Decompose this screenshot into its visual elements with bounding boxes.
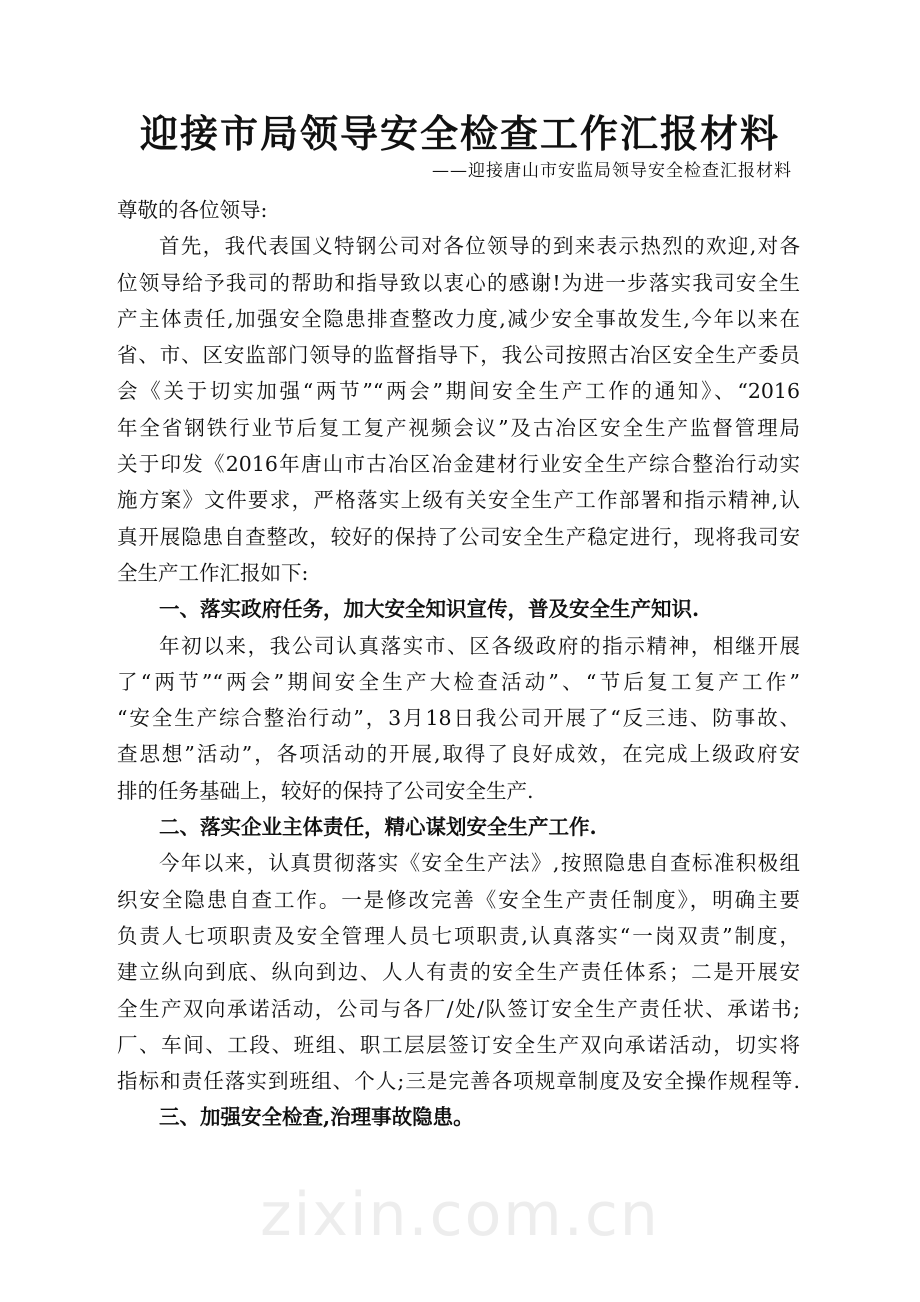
paragraph-line: 厂、车间、工段、班组、职工层层签订安全生产双向承诺活动，切实将 (117, 1032, 800, 1057)
paragraph-line: 指标和责任落实到班组、个人;三是完善各项规章制度及安全操作规程等. (117, 1069, 800, 1094)
document-body (117, 192, 800, 1136)
paragraph-line: 真开展隐患自查整改，较好的保持了公司安全生产稳定进行，现将我司安 (117, 524, 800, 549)
paragraph-line: “安全生产综合整治行动”，3月18日我公司开展了“反三违、防事故、 (117, 706, 800, 731)
salutation: 尊敬的各位领导: (117, 198, 268, 222)
paragraph-line: 排的任务基础上，较好的保持了公司安全生产. (117, 778, 534, 803)
paragraph-3 (117, 845, 800, 1099)
paragraph-2 (117, 628, 800, 809)
paragraph-line: 负责人七项职责及安全管理人员七项职责,认真落实“一岗双责”制度， (117, 923, 800, 948)
paragraph-line: 首先，我代表国义特钢公司对各位领导的到来表示热烈的欢迎,对各 (159, 234, 800, 259)
paragraph-line: 全生产工作汇报如下: (117, 560, 309, 585)
paragraph-line: 了“两节”“两会”期间安全生产大检查活动”、“节后复工复产工作” (117, 669, 800, 694)
paragraph-line: 会《关于切实加强“两节”“两会”期间安全生产工作的通知》、“2016 (117, 379, 800, 404)
paragraph-line: 查思想”活动”，各项活动的开展,取得了良好成效，在完成上级政府安 (117, 742, 800, 767)
paragraph-line: 织安全隐患自查工作。一是修改完善《安全生产责任制度》，明确主要 (117, 887, 800, 912)
paragraph-line: 全生产双向承诺活动，公司与各厂/处/队签订安全生产责任状、承诺书; (117, 996, 800, 1021)
document-title: 迎接市局领导安全检查工作汇报材料 (139, 112, 780, 156)
paragraph-line: 年初以来，我公司认真落实市、区各级政府的指示精神，相继开展 (159, 633, 800, 658)
paragraph-1 (117, 228, 800, 591)
paragraph-line: 产主体责任,加强安全隐患排查整改力度,减少安全事故发生,今年以来在 (117, 306, 800, 331)
paragraph-line: 今年以来，认真贯彻落实《安全生产法》,按照隐患自查标准积极组 (159, 851, 800, 876)
paragraph-line: 关于印发《2016年唐山市古冶区冶金建材行业安全生产综合整治行动实 (117, 452, 800, 477)
paragraph-line: 建立纵向到底、纵向到边、人人有责的安全生产责任体系；二是开展安 (117, 960, 800, 985)
paragraph-line: 年全省钢铁行业节后复工复产视频会议”及古冶区安全生产监督管理局 (117, 415, 800, 440)
paragraph-line: 施方案》文件要求，严格落实上级有关安全生产工作部署和指示精神,认 (117, 488, 800, 513)
section-heading-3: 三、加强安全检查,治理事故隐患。 (159, 1105, 474, 1130)
section-heading-1: 一、落实政府任务，加大安全知识宣传，普及安全生产知识. (159, 597, 700, 622)
watermark: zixin.com.cn (260, 1180, 660, 1250)
document-subtitle: ——迎接唐山市安监局领导安全检查汇报材料 (432, 161, 792, 181)
paragraph-line: 位领导给予我司的帮助和指导致以衷心的感谢!为进一步落实我司安全生 (117, 270, 800, 295)
section-heading-2: 二、落实企业主体责任，精心谋划安全生产工作. (159, 815, 597, 840)
paragraph-line: 省、市、区安监部门领导的监督指导下，我公司按照古冶区安全生产委员 (117, 343, 800, 368)
